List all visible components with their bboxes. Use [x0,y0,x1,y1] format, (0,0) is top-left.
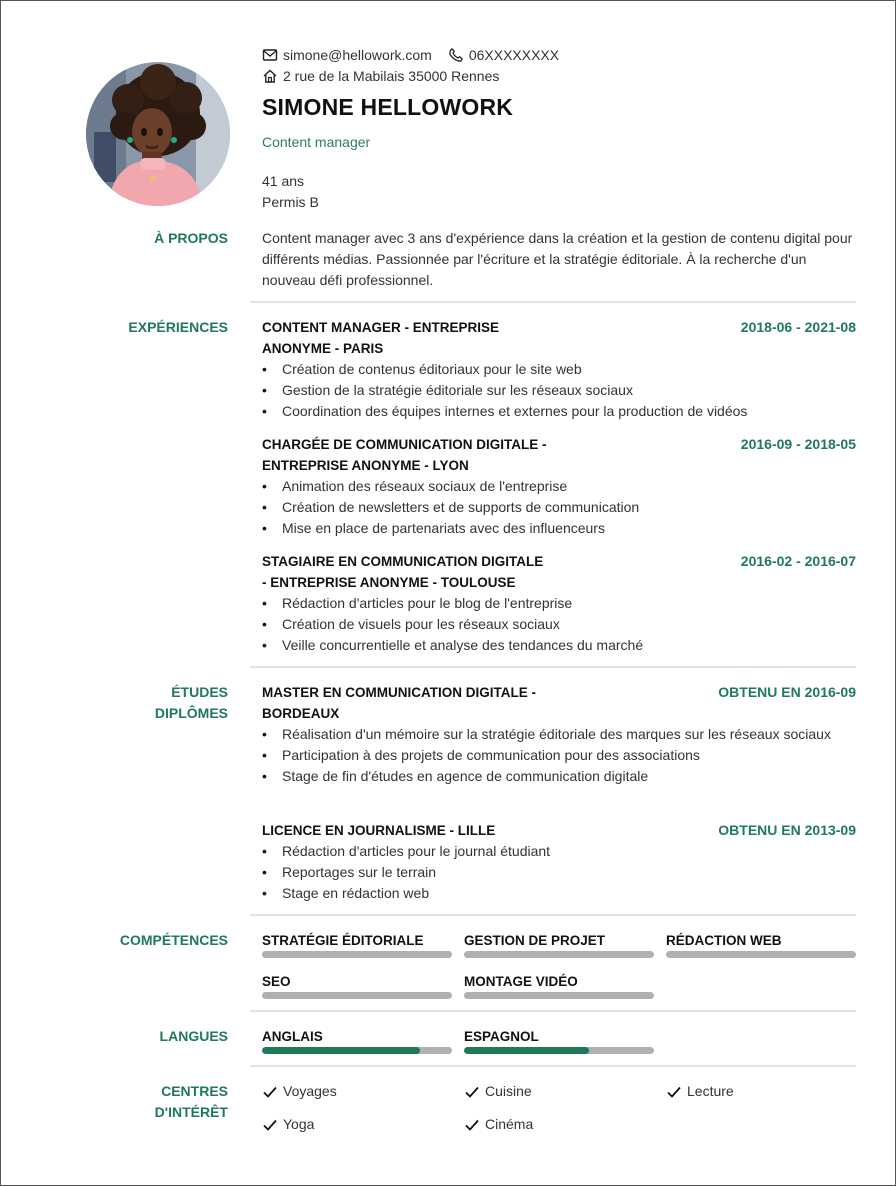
list-item: • Création de newsletters et de supports de communication [262,497,856,518]
interest-item [464,1114,533,1135]
interest-label: Lecture [687,1083,734,1099]
language-name: ANGLAIS [262,1029,323,1044]
language-level-bar [464,1047,654,1054]
experience-bullets [262,593,856,656]
contact-row-1 [262,44,559,65]
personal-info [262,171,319,213]
envelope-icon [262,47,278,63]
section-label-languages: LANGUES [159,1028,228,1044]
experience-title: CHARGÉE DE COMMUNICATION DIGITALE - ENTREPRISE ANONYME - LYON [262,437,547,473]
interest-label: Voyages [283,1083,337,1099]
experience-entry [262,434,856,539]
list-item: • Veille concurrentielle et analyse des tendances du marché [262,635,856,656]
section-label-interests: CENTRES D'INTÉRÊT [154,1083,228,1120]
skill-level-bar [262,951,452,958]
contact-address: 2 rue de la Mabilais 35000 Rennes [283,67,500,84]
education-bullets [262,841,856,904]
education-date: OBTENU EN 2016-09 [718,684,856,700]
list-item: • Reportages sur le terrain [262,862,856,883]
checkmark-icon [262,1084,278,1100]
skill-level-bar [464,951,654,958]
interest-item [262,1114,314,1135]
divider [250,666,856,668]
list-item: • Rédaction d'articles pour le blog de l'entreprise [262,593,856,614]
skill-name: SEO [262,974,291,989]
experience-bullets [262,359,856,422]
checkmark-icon [262,1117,278,1133]
interest-item [262,1081,337,1102]
divider [250,301,856,303]
contact-row-2 [262,65,559,86]
contact-phone[interactable]: 06XXXXXXXX [468,46,560,63]
skill-item [262,930,452,958]
skill-name: STRATÉGIE ÉDITORIALE [262,933,424,948]
avatar [86,62,230,206]
section-label-experience: EXPÉRIENCES [128,319,228,335]
education-title: LICENCE EN JOURNALISME - LILLE [262,823,496,838]
list-item: • Mise en place de partenariats avec des influenceurs [262,518,856,539]
interest-label: Cinéma [485,1116,534,1132]
list-item: • Création de contenus éditoriaux pour le site web [262,359,856,380]
education-date: OBTENU EN 2013-09 [718,822,856,838]
divider [250,1010,856,1012]
experience-entry [262,317,856,422]
skill-item [262,971,452,999]
language-level-bar [262,1047,452,1054]
checkmark-icon [464,1117,480,1133]
age: 41 ans [262,173,305,189]
checkmark-icon [666,1084,682,1100]
skill-name: GESTION DE PROJET [464,933,606,948]
education-title: MASTER EN COMMUNICATION DIGITALE - BORDEAUX [262,685,536,721]
skill-item [666,930,856,958]
home-icon [262,68,278,84]
list-item: • Réalisation d'un mémoire sur la stratégie éditoriale des marques sur les réseaux sociaux [262,724,856,745]
candidate-name: SIMONE HELLOWORK [262,94,514,120]
interest-label: Yoga [283,1116,315,1132]
language-name: ESPAGNOL [464,1029,539,1044]
job-title: Content manager [262,134,371,150]
phone-icon [448,47,464,63]
education-bullets [262,724,856,787]
list-item: • Participation à des projets de communication pour des associations [262,745,856,766]
interest-item [464,1081,532,1102]
language-item [464,1026,654,1054]
checkmark-icon [464,1084,480,1100]
avatar-illustration [86,62,230,206]
education-entry [262,682,856,787]
language-item [262,1026,452,1054]
driving-license: Permis B [262,194,319,210]
divider [250,1065,856,1067]
experience-title: STAGIAIRE EN COMMUNICATION DIGITALE - ENTREPRISE ANONYME - TOULOUSE [262,554,544,590]
list-item: • Stage en rédaction web [262,883,856,904]
experience-entry [262,551,856,656]
interest-item [666,1081,734,1102]
skill-level-bar [464,992,654,999]
divider [250,914,856,916]
experience-title: CONTENT MANAGER - ENTREPRISE ANONYME - PARIS [262,320,500,356]
interest-label: Cuisine [485,1083,532,1099]
contact-email[interactable]: simone@hellowork.com [283,46,432,63]
list-item: • Stage de fin d'études en agence de communication digitale [262,766,856,787]
education-entry [262,820,856,904]
list-item: • Rédaction d'articles pour le journal étudiant [262,841,856,862]
experience-bullets [262,476,856,539]
section-label-about: À PROPOS [154,230,228,246]
list-item: • Coordination des équipes internes et externes pour la production de vidéos [262,401,856,422]
skill-item [464,930,654,958]
list-item: • Animation des réseaux sociaux de l'entreprise [262,476,856,497]
skill-name: RÉDACTION WEB [666,933,782,948]
experience-date: 2016-09 - 2018-05 [740,436,856,452]
skill-level-bar [666,951,856,958]
skill-level-bar [262,992,452,999]
about-text: Content manager avec 3 ans d'expérience dans la création et la gestion de contenu digital pour différents médias. Passionnée par l'écriture et la stratégie éditoriale. À la recherche d'un nouveau défi professionnel. [262,230,853,288]
section-label-education: ÉTUDES DIPLÔMES [154,684,228,721]
experience-date: 2016-02 - 2016-07 [740,553,856,569]
contact-block [262,44,559,86]
skill-name: MONTAGE VIDÉO [464,974,578,989]
list-item: • Création de visuels pour les réseaux sociaux [262,614,856,635]
experience-date: 2018-06 - 2021-08 [740,319,856,335]
section-label-skills: COMPÉTENCES [119,932,228,948]
list-item: • Gestion de la stratégie éditoriale sur les réseaux sociaux [262,380,856,401]
skill-item [464,971,654,999]
